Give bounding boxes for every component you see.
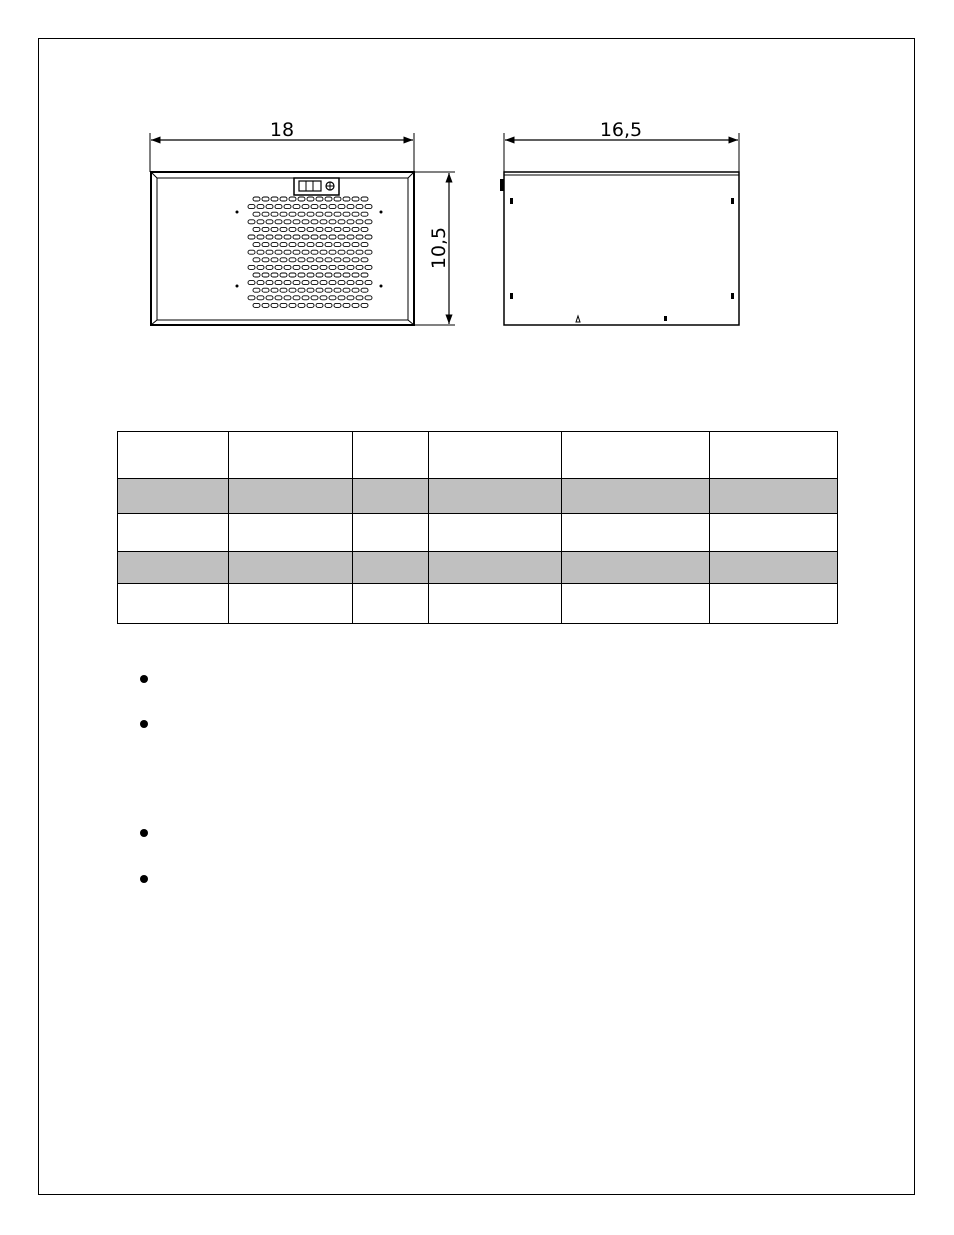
vent-slot [280,243,287,247]
front-height-label: 10,5 [428,226,450,270]
vent-slot [352,197,359,201]
vent-slot [280,288,287,292]
bullet-point [140,875,148,883]
table-cell [710,432,838,479]
table-cell [429,479,562,514]
vent-slot [271,288,278,292]
vent-slot [257,296,264,300]
vent-slot [347,281,354,285]
vent-slot [257,205,264,209]
vent-slot [365,265,372,269]
vent-slot [361,273,368,277]
vent-slot [289,227,296,231]
table-cell [353,584,429,624]
front-panel-inner [157,178,408,320]
vent-slot [248,205,255,209]
vent-slot [262,258,269,262]
vent-slot [302,265,309,269]
vent-slot [262,273,269,277]
vent-slot [352,258,359,262]
table-cell [229,514,353,552]
vent-slot [293,220,300,224]
vent-slot [253,243,260,247]
vent-slot [302,296,309,300]
vent-slot [298,227,305,231]
vent-slot [347,296,354,300]
table-cell [353,479,429,514]
table-cell [562,584,710,624]
vent-slot [347,220,354,224]
vent-slot [338,265,345,269]
vent-slot [356,265,363,269]
table-cell [353,514,429,552]
table-cell [118,584,229,624]
vent-slot [266,296,273,300]
vent-slot [275,296,282,300]
vent-slot [347,265,354,269]
vent-slot [347,205,354,209]
vent-slot [316,212,323,216]
table-cell [710,584,838,624]
table-row [118,479,838,514]
vent-slot [262,197,269,201]
vent-slot [334,197,341,201]
vent-slot [356,235,363,239]
vent-slot [298,273,305,277]
front-view [150,119,455,325]
vent-slot [302,281,309,285]
vent-slot [298,258,305,262]
vent-slot [311,250,318,254]
vent-slot [271,212,278,216]
table-cell [562,479,710,514]
vent-slot [275,265,282,269]
table-cell [229,584,353,624]
vent-slot [329,281,336,285]
vent-slot [248,265,255,269]
vent-slot [361,212,368,216]
vent-slot [298,197,305,201]
vent-slot [289,273,296,277]
display-panel [294,178,339,195]
vent-slot [329,265,336,269]
vent-slot [329,250,336,254]
vent-slot [257,281,264,285]
vent-slot [275,220,282,224]
vent-slot [343,243,350,247]
table-cell [429,432,562,479]
vent-slot [361,288,368,292]
vent-slot [307,258,314,262]
vent-slot [271,258,278,262]
table-cell [710,514,838,552]
vent-slot [361,243,368,247]
vent-slot [316,288,323,292]
vent-slot [284,205,291,209]
table-cell [229,552,353,584]
vent-slot [320,205,327,209]
vent-slot [262,212,269,216]
vent-slot [248,220,255,224]
vent-slot [365,281,372,285]
vent-slot [262,243,269,247]
vent-slot [302,220,309,224]
side-width-label: 16,5 [599,119,643,141]
vent-slot [343,258,350,262]
vent-slot [334,243,341,247]
vent-slot [293,205,300,209]
vent-slot [289,303,296,307]
vent-slot [280,258,287,262]
vent-slot [320,265,327,269]
vent-slot [266,205,273,209]
side-connector [500,179,504,191]
vent-slot [329,235,336,239]
vent-slot [325,212,332,216]
vent-slot [338,250,345,254]
vent-slot [347,235,354,239]
vent-slot [307,197,314,201]
vent-slot [248,296,255,300]
vent-slot [253,273,260,277]
vent-slot [343,288,350,292]
vent-slot [316,197,323,201]
vent-slot [266,250,273,254]
table-cell [710,479,838,514]
vent-slot [266,281,273,285]
vent-slot [316,243,323,247]
vent-slot [334,258,341,262]
vent-slot [253,212,260,216]
vent-slot [253,227,260,231]
table-cell [229,479,353,514]
table-row [118,514,838,552]
vent-slot [325,197,332,201]
vent-slot [253,197,260,201]
vent-slot [365,205,372,209]
vent-slot [320,296,327,300]
vent-slot [271,197,278,201]
vent-slot [352,212,359,216]
vent-slot [257,235,264,239]
vent-slot [356,220,363,224]
vent-slot [311,281,318,285]
vent-slot [356,281,363,285]
vent-slot [352,273,359,277]
vent-slot [325,273,332,277]
vent-slot [275,235,282,239]
vent-slot [284,296,291,300]
table-cell [118,552,229,584]
vent-slot [302,205,309,209]
vent-slot [352,303,359,307]
vent-slot [338,296,345,300]
vent-slot [325,303,332,307]
vent-slot [307,243,314,247]
table-cell [562,432,710,479]
table-cell [562,514,710,552]
vent-slot [325,227,332,231]
vent-slot [289,197,296,201]
vent-slot [280,197,287,201]
vent-slot [284,281,291,285]
vent-slot [284,220,291,224]
vent-slot [298,303,305,307]
vent-slot [343,273,350,277]
vent-slot [280,273,287,277]
vent-slot [253,288,260,292]
table-cell [353,432,429,479]
vent-slot [316,273,323,277]
vent-slot [365,250,372,254]
vent-slot [253,258,260,262]
vent-slot [311,205,318,209]
vent-slot [343,212,350,216]
vent-slot [275,205,282,209]
bullet-point [140,675,148,683]
vent-slot [284,250,291,254]
vent-slot [293,296,300,300]
vent-slot [307,303,314,307]
vent-slot [253,303,260,307]
vent-slot [311,220,318,224]
vent-slot [320,220,327,224]
table-cell [353,552,429,584]
vent-slot [302,235,309,239]
vent-slot [311,265,318,269]
vent-slot [280,303,287,307]
table-row [118,584,838,624]
vent-slot [289,288,296,292]
vent-slot [356,205,363,209]
vent-slot [311,235,318,239]
vent-slot [320,250,327,254]
table-cell [429,552,562,584]
vent-slot [334,273,341,277]
vent-slot [316,258,323,262]
vent-slot [365,235,372,239]
vent-slot [329,205,336,209]
vent-slot [361,227,368,231]
table-cell [229,432,353,479]
vent-slot [352,243,359,247]
vent-slot [289,258,296,262]
vent-slot [271,273,278,277]
vent-slot [365,296,372,300]
table-cell [118,479,229,514]
vent-slot [361,197,368,201]
vent-slot [356,250,363,254]
vent-slot [298,243,305,247]
vent-slot [338,281,345,285]
table-cell [429,514,562,552]
vent-slot [248,281,255,285]
vent-slot [352,227,359,231]
vent-slot [271,227,278,231]
vent-slot [257,250,264,254]
vent-slot [338,220,345,224]
vent-slot [320,281,327,285]
vent-slot [343,197,350,201]
vent-slot [302,250,309,254]
table-cell [118,514,229,552]
vent-slot [343,227,350,231]
vent-slot [325,243,332,247]
vent-slot [262,303,269,307]
vent-slot [307,212,314,216]
vent-slot [307,227,314,231]
bullet-point [140,720,148,728]
vent-slot [280,227,287,231]
spec-table [117,431,838,624]
front-width-label: 18 [269,119,295,141]
vent-slot [320,235,327,239]
vent-slot [361,258,368,262]
vent-slot [325,258,332,262]
vent-slot [289,212,296,216]
vent-slot [352,288,359,292]
vent-slot [343,303,350,307]
vent-slot [329,220,336,224]
vent-slot [338,205,345,209]
vent-slot [361,303,368,307]
vent-slot [356,296,363,300]
vent-slot [262,288,269,292]
table-cell [562,552,710,584]
vent-slot [365,220,372,224]
table-cell [118,432,229,479]
vent-slot [248,235,255,239]
technical-drawing [0,0,954,360]
vent-slot [266,265,273,269]
vent-slot [257,220,264,224]
vent-slot [311,296,318,300]
vent-slot [271,303,278,307]
vent-slot [338,235,345,239]
vent-slot [257,265,264,269]
vent-grille [248,197,372,307]
vent-slot [248,250,255,254]
vent-slot [271,243,278,247]
table-row [118,432,838,479]
side-panel-outline [504,172,739,325]
side-view [500,119,739,325]
vent-slot [293,265,300,269]
vent-slot [266,220,273,224]
vent-slot [347,250,354,254]
vent-slot [334,227,341,231]
vent-slot [262,227,269,231]
vent-slot [289,243,296,247]
vent-slot [316,303,323,307]
vent-slot [280,212,287,216]
vent-slot [284,235,291,239]
table-row [118,552,838,584]
vent-slot [266,235,273,239]
vent-slot [298,288,305,292]
vent-slot [284,265,291,269]
vent-slot [334,212,341,216]
vent-slot [298,212,305,216]
front-panel-outline [151,172,414,325]
bullet-point [140,829,148,837]
vent-slot [275,281,282,285]
vent-slot [293,281,300,285]
vent-slot [334,288,341,292]
table-cell [429,584,562,624]
vent-slot [325,288,332,292]
vent-slot [307,273,314,277]
vent-slot [293,250,300,254]
vent-slot [316,227,323,231]
vent-slot [293,235,300,239]
vent-slot [307,288,314,292]
vent-slot [334,303,341,307]
vent-slot [329,296,336,300]
vent-slot [275,250,282,254]
table-cell [710,552,838,584]
